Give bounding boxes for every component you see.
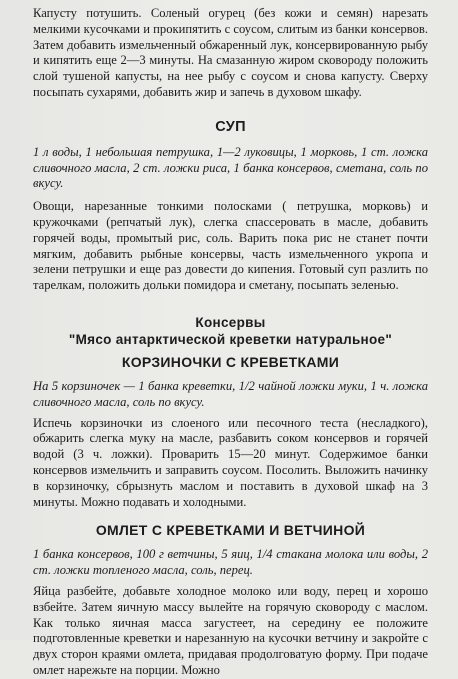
soup-ingredients: 1 л воды, 1 небольшая петрушка, 1—2 луковицы, 1 морковь, 1 ст. ложка сливочного масла, 2 ст. ложки риса, 1 банка консервов, сметана, соль по вкусу. [33,144,428,191]
soup-method: Овощи, нарезанные тонкими полосками ( петрушка, морковь) и кружочками (репчатый лук), слегка спассеровать в масле, добавить горячей воды, промытый рис, соль. Варить пока рис не станет почти мягким, добавить рыбные консервы, часть измельченного укропа и зелени петрушки и еще раз довести до кипения. Готовый суп разлить по тарелкам, положить дольки помидора и сметану, посыпать зеленью. [33,199,428,293]
intro-paragraph: Капусту потушить. Соленый огурец (без кожи и семян) нарезать мелкими кусочками и прокипятить с соусом, слитым из банки консервов. Затем добавить измельченный обжаренный лук, консервированную рыбу и кипятить еще 2—3 минуты. На смазанную жиром сковороду положить слой тушеной капусты, на нее рыбу с соусом и снова капусту. Сверху посыпать сухарями, добавить жир и запечь в духовом шкафу. [33,6,428,99]
omelet-title: ОМЛЕТ С КРЕВЕТКАМИ И ВЕТЧИНОЙ [95,522,366,539]
soup-title: СУП [215,118,246,135]
omelet-method: Яйца разбейте, добавьте холодное молоко или воду, перец и хорошо взбейте. Затем яичную массу вылейте на горячую сковороду с маслом. Как только яичная масса загустеет, на середину ее положите подготовленные креветки и нарезанную на кусочки ветчину и закройте с двух сторон краями омлета, придавая продолговатую форму. При подаче омлет нарежьте на порции. Можно [33,583,428,677]
baskets-ingredients: На 5 корзиночек — 1 банка креветки, 1/2 чайной ложки муки, 1 ч. ложка сливочного масла, соль по вкусу. [33,378,428,409]
baskets-title: КОРЗИНОЧКИ С КРЕВЕТКАМИ [121,353,340,370]
section-title: Консервы [195,314,266,330]
baskets-method: Испечь корзиночки из слоеного или песочного теста (несладкого), обжарить слегка муку на масле, разбавить соком консервов и горячей водой (3 ч. ложки). Проварить 15—20 минут. Содержимое банки консервов измельчить и заправить соусом. Посолить. Выложить начинку в корзиночку, сбрызнуть маслом и поставить в духовой шкаф на 3 минуты. Можно подавать и холодными. [33,415,428,509]
omelet-ingredients: 1 банка консервов, 100 г ветчины, 5 яиц, 1/4 стакана молока или воды, 2 ст. ложки топленого масла, соль, перец. [33,547,428,578]
section-subtitle: "Мясо антарктической креветки натуральное" [68,331,393,347]
